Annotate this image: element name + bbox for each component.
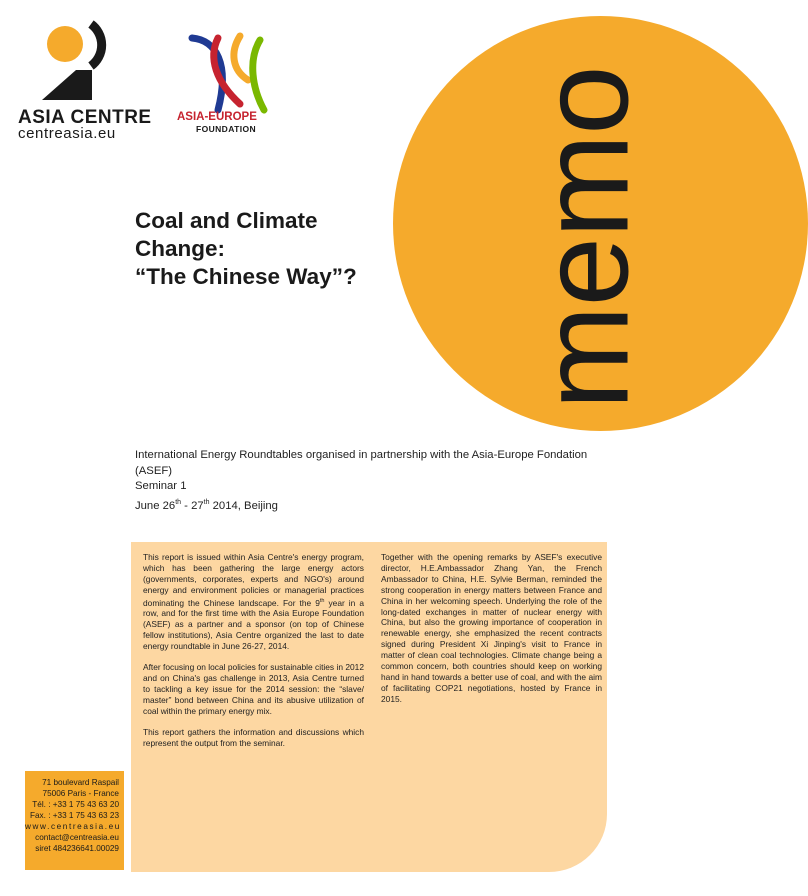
- title-line-1: Coal and Climate: [135, 208, 318, 233]
- title-line-3: “The Chinese Way”?: [135, 264, 357, 289]
- title-line-2: Change:: [135, 236, 225, 261]
- address-fax: Fax. : +33 1 75 43 63 23: [30, 811, 119, 820]
- asef-logo-icon: [178, 30, 274, 118]
- address-siret: siret 484236641.00029: [35, 844, 119, 853]
- asia-centre-website: centreasia.eu: [18, 125, 116, 142]
- asef-name: ASIA-EUROPE: [177, 111, 257, 123]
- address-email: contact@centreasia.eu: [35, 833, 119, 842]
- address-street: 71 boulevard Raspail: [42, 778, 119, 787]
- event-date: June 26th - 27th 2014, Beijing: [135, 498, 278, 512]
- contact-address-box: [25, 771, 124, 870]
- summary-paragraph: Together with the opening remarks by ASEF's executive director, H.E.Ambassador Zhang Yan, the French Ambassador to China, H.E. Sylvie Berman, reminded the strong cooperation in energy matters between France and China in her welcoming speech. Underlying the role of the long-dated exchanges in matter of nuclear energy with China, but also the growing importance of cooperation in renewable energy, she emphasized the recent contracts signed during President Xi Jinping's visit to France in matter of clean coal technologies. Climate change being a common concern, both countries should keep on working hand in hand towards a better use of coal, and with the aim of facilitating COP21 negotiations, hosted by France in 2015.: [381, 552, 602, 704]
- event-info: [135, 448, 605, 514]
- summary-paragraph: This report gathers the information and discussions which represent the output from the seminar.: [143, 727, 364, 749]
- address-tel: Tél. : +33 1 75 43 63 20: [32, 800, 119, 809]
- document-title: [135, 207, 395, 291]
- summary-paragraph: This report is issued within Asia Centre's energy program, which has been gathering the large energy actors (governments, corporates, experts and NGO's) around energy and environment policies or managerial practices dominating the Chinese landscape. For the 9th year in a row, and for the first time with the Asia Europe Foundation (ASEF) as a partner and a sponsor (on top of Chinese fellow institutions), Asia Centre organized the last to date energy roundtable in June 26-27, 2014.: [143, 552, 364, 652]
- seminar-number: Seminar 1: [135, 480, 187, 492]
- memo-label: memo: [515, 66, 655, 410]
- summary-column-left: [143, 552, 364, 760]
- summary-column-right: [381, 552, 602, 715]
- asia-centre-name: ASIA CENTRE: [18, 107, 152, 128]
- asef-subname: FOUNDATION: [196, 124, 257, 134]
- event-description: International Energy Roundtables organised in partnership with the Asia-Europe Fondation (ASEF): [135, 449, 588, 477]
- summary-paragraph: After focusing on local policies for sustainable cities in 2012 and on China's gas challenge in 2013, Asia Centre turned to tackling a key issue for the 2014 session: the “slave/ master” bond between China and its abusive utilization of coal within the primary energy mix.: [143, 662, 364, 717]
- address-website: www.centreasia.eu: [25, 822, 121, 831]
- address-city: 75006 Paris - France: [42, 789, 119, 798]
